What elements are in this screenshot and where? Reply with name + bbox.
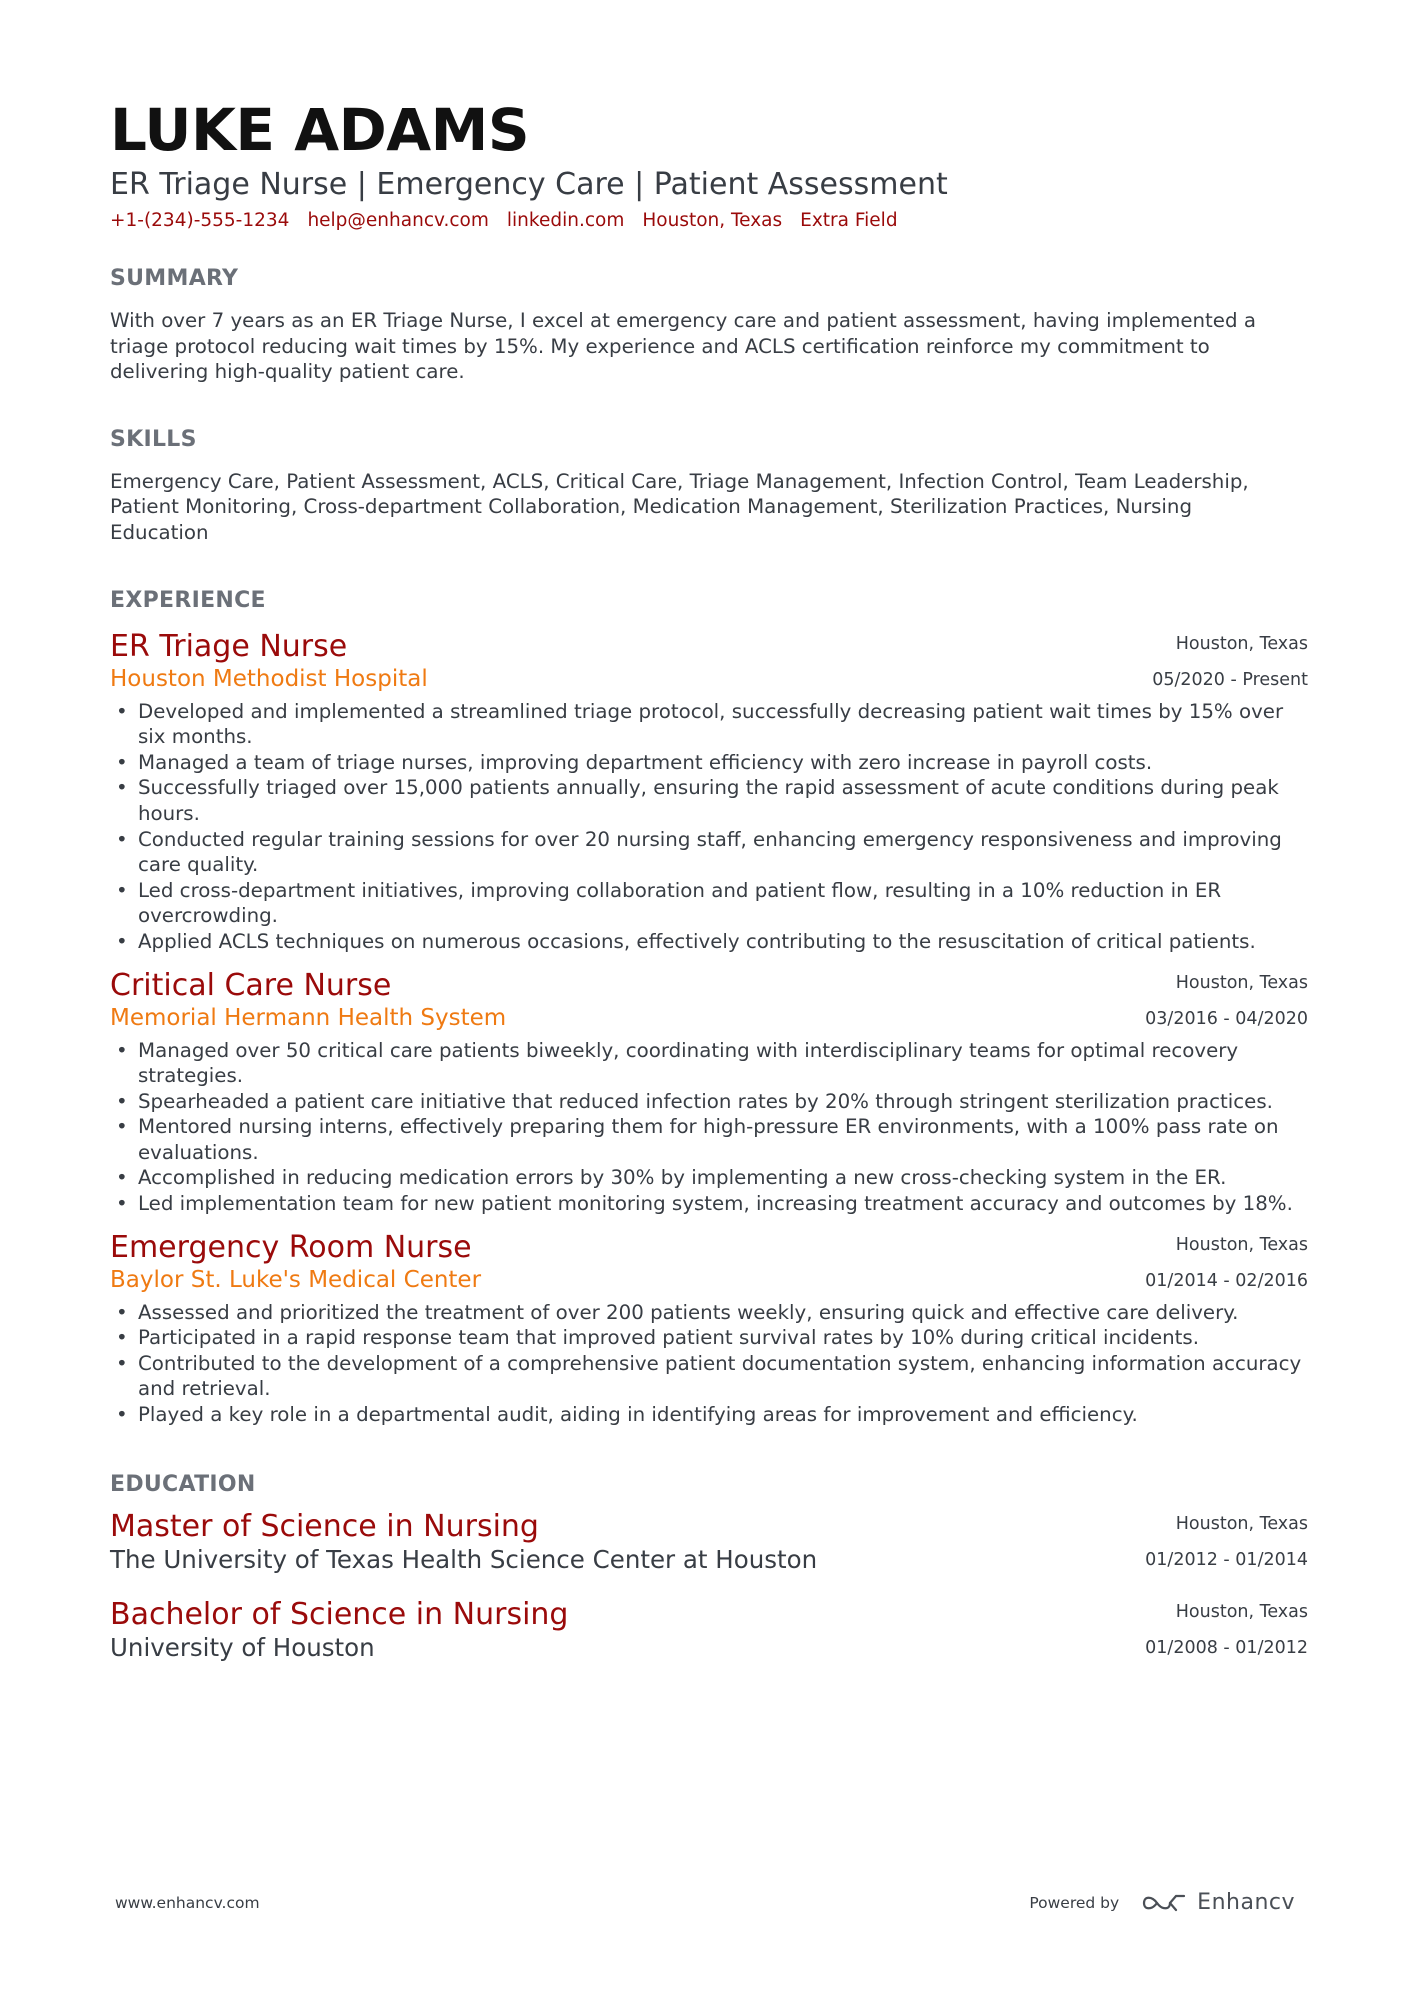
school-name: University of Houston	[110, 1632, 375, 1662]
brand-name: Enhancv	[1197, 1890, 1295, 1915]
education-dates: 01/2008 - 01/2012	[1145, 1637, 1308, 1658]
education-section	[110, 1470, 1308, 1664]
job-bullets	[110, 1038, 1310, 1217]
job-location: Houston, Texas	[1175, 972, 1308, 993]
bullet-item: • Managed a team of triage nurses, improving department efficiency with zero increase in payroll costs.	[110, 750, 1310, 776]
contact-email[interactable]: help@enhancv.com	[307, 210, 489, 231]
bullet-item: • Participated in a rapid response team that improved patient survival rates by 10% during critical incidents.	[110, 1325, 1310, 1351]
bullet-item: • Applied ACLS techniques on numerous occasions, effectively contributing to the resuscitation of critical patients.	[110, 929, 1310, 955]
skills-section	[110, 425, 1308, 546]
contact-linkedin[interactable]: linkedin.com	[506, 210, 625, 231]
contact-bar	[110, 208, 1308, 234]
degree-name: Master of Science in Nursing	[110, 1508, 539, 1544]
job-role: Critical Care Nurse	[110, 967, 392, 1003]
page-footer	[115, 1890, 1295, 1920]
footer-branding	[1029, 1890, 1295, 1915]
job-bullets	[110, 699, 1310, 955]
experience-entry	[110, 1231, 1308, 1428]
job-dates: 05/2020 - Present	[1152, 669, 1308, 690]
bullet-item: • Contributed to the development of a comprehensive patient documentation system, enhancing information accuracy and retrieval.	[110, 1351, 1310, 1402]
bullet-item: • Accomplished in reducing medication errors by 30% by implementing a new cross-checking system in the ER.	[110, 1165, 1310, 1191]
experience-heading: EXPERIENCE	[110, 587, 266, 613]
experience-section	[110, 586, 1308, 1428]
bullet-item: • Successfully triaged over 15,000 patients annually, ensuring the rapid assessment of acute conditions during peak hours.	[110, 775, 1310, 826]
experience-entry	[110, 969, 1308, 1217]
education-entry	[110, 1510, 1308, 1576]
bullet-item: • Developed and implemented a streamlined triage protocol, successfully decreasing patient wait times by 15% over six months.	[110, 699, 1310, 750]
contact-location: Houston, Texas	[642, 210, 783, 231]
contact-phone[interactable]: +1-(234)-555-1234	[110, 210, 290, 231]
bullet-item: • Mentored nursing interns, effectively preparing them for high-pressure ER environments, with a 100% pass rate on evaluations.	[110, 1114, 1310, 1165]
summary-heading: SUMMARY	[110, 266, 239, 291]
job-role: ER Triage Nurse	[110, 628, 348, 664]
bullet-item: • Played a key role in a departmental audit, aiding in identifying areas for improvement and efficiency.	[110, 1402, 1310, 1428]
education-entry	[110, 1598, 1308, 1664]
education-dates: 01/2012 - 01/2014	[1145, 1549, 1308, 1570]
school-name: The University of Texas Health Science Center at Houston	[110, 1544, 818, 1574]
bullet-item: • Assessed and prioritized the treatment of over 200 patients weekly, ensuring quick and effective care delivery.	[110, 1300, 1310, 1326]
job-company: Houston Methodist Hospital	[110, 665, 428, 692]
job-bullets	[110, 1300, 1310, 1428]
bullet-item: • Led cross-department initiatives, improving collaboration and patient flow, resulting in a 10% reduction in ER overcrowding.	[110, 878, 1310, 929]
job-location: Houston, Texas	[1175, 1234, 1308, 1255]
bullet-item: • Conducted regular training sessions for over 20 nursing staff, enhancing emergency responsiveness and improving care quality.	[110, 827, 1310, 878]
bullet-item: • Spearheaded a patient care initiative that reduced infection rates by 20% through stringent sterilization practices.	[110, 1089, 1310, 1115]
job-role: Emergency Room Nurse	[110, 1229, 472, 1265]
candidate-title: ER Triage Nurse | Emergency Care | Patient Assessment	[110, 167, 948, 202]
education-location: Houston, Texas	[1175, 1513, 1308, 1534]
summary-text: With over 7 years as an ER Triage Nurse, I excel at emergency care and patient assessment, having implemented a triage protocol reducing wait times by 15%. My experience and ACLS certification reinforce my commitment to delivering high-quality patient care.	[110, 309, 1256, 384]
bullet-item: • Led implementation team for new patient monitoring system, increasing treatment accuracy and outcomes by 18%.	[110, 1191, 1310, 1217]
enhancv-brand[interactable]	[1141, 1890, 1295, 1915]
powered-by-label: Powered by	[1029, 1893, 1120, 1912]
degree-name: Bachelor of Science in Nursing	[110, 1596, 569, 1632]
job-dates: 01/2014 - 02/2016	[1145, 1270, 1308, 1291]
job-company: Baylor St. Luke's Medical Center	[110, 1266, 482, 1293]
bullet-item: • Managed over 50 critical care patients biweekly, coordinating with interdisciplinary teams for optimal recovery strategies.	[110, 1038, 1310, 1089]
experience-entry	[110, 630, 1308, 955]
enhancv-logo-icon	[1141, 1891, 1187, 1915]
job-location: Houston, Texas	[1175, 633, 1308, 654]
job-company: Memorial Hermann Health System	[110, 1004, 507, 1031]
summary-section	[110, 264, 1308, 385]
candidate-name: LUKE ADAMS	[110, 96, 530, 164]
job-dates: 03/2016 - 04/2020	[1145, 1008, 1308, 1029]
education-location: Houston, Texas	[1175, 1601, 1308, 1622]
contact-extra-field: Extra Field	[800, 210, 898, 231]
skills-heading: SKILLS	[110, 426, 197, 452]
footer-url[interactable]: www.enhancv.com	[115, 1894, 260, 1912]
skills-text: Emergency Care, Patient Assessment, ACLS, Critical Care, Triage Management, Infection Control, Team Leadership, Patient Monitoring, Cross-department Collaboration, Medication Management, Sterilization Practices, Nursing Education	[110, 469, 1249, 544]
resume-page	[110, 98, 1308, 1664]
education-heading: EDUCATION	[110, 1471, 256, 1497]
